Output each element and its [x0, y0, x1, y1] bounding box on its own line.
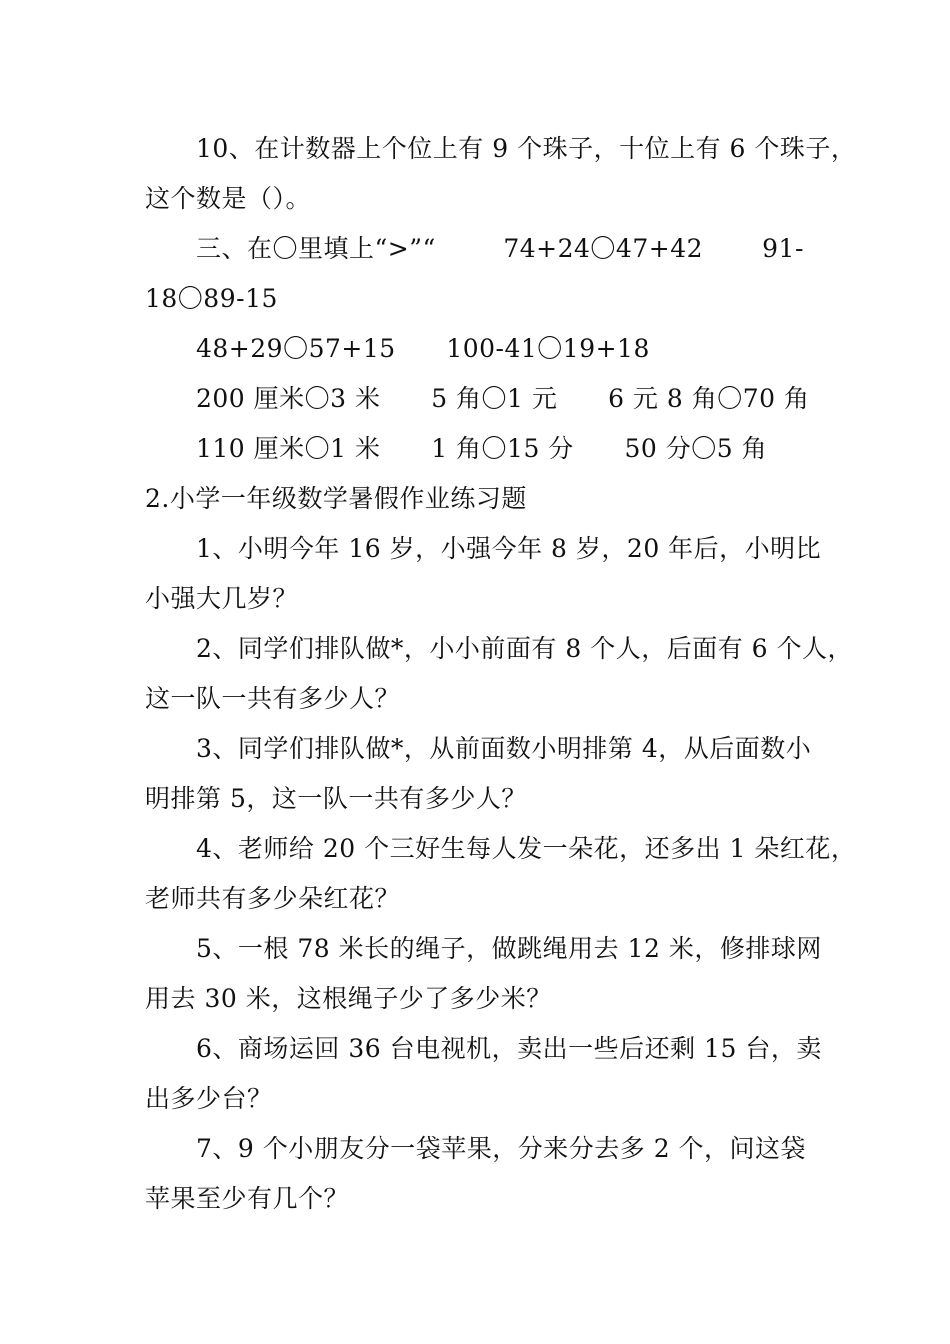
compare-row-2: 200 厘米〇3 米 5 角〇1 元 6 元 8 角〇70 角: [196, 384, 810, 413]
compare-row-1: 48+29〇57+15 100-41〇19+18: [196, 334, 650, 363]
problem-2-line-1: 2、同学们排队做*，小小前面有 8 个人，后面有 6 个人，: [196, 634, 854, 663]
problem-3-line-1: 3、同学们排队做*，从前面数小明排第 4，从后面数小: [196, 734, 812, 763]
problem-7-line-2: 苹果至少有几个？: [145, 1184, 350, 1213]
section-3-heading-line-2: 18〇89-15: [145, 284, 278, 313]
problem-1-line-2: 小强大几岁？: [145, 584, 299, 613]
section-3-heading-line-1: 三、在〇里填上“>”“ 74+24〇47+42 91-: [196, 234, 804, 263]
question-10-line-1: 10、在计数器上个位上有 9 个珠子，十位上有 6 个珠子，: [196, 134, 857, 163]
problem-5-line-1: 5、一根 78 米长的绳子，做跳绳用去 12 米，修排球网: [196, 934, 822, 963]
problem-2-line-2: 这一队一共有多少人？: [145, 684, 401, 713]
problem-4-line-2: 老师共有多少朵红花？: [145, 884, 401, 913]
question-10-line-2: 这个数是（）。: [145, 184, 312, 213]
problem-1-line-1: 1、小明今年 16 岁，小强今年 8 岁，20 年后，小明比: [196, 534, 822, 563]
problem-5-line-2: 用去 30 米，这根绳子少了多少米？: [145, 984, 552, 1013]
problem-6-line-2: 出多少台？: [145, 1084, 273, 1113]
problem-7-line-1: 7、9 个小朋友分一袋苹果，分来分去多 2 个，问这袋: [196, 1134, 807, 1163]
problem-6-line-1: 6、商场运回 36 台电视机，卖出一些后还剩 15 台，卖: [196, 1034, 822, 1063]
problem-4-line-1: 4、老师给 20 个三好生每人发一朵花，还多出 1 朵红花，: [196, 834, 857, 863]
compare-row-3: 110 厘米〇1 米 1 角〇15 分 50 分〇5 角: [196, 434, 768, 463]
section-2-title: 2.小学一年级数学暑假作业练习题: [145, 484, 527, 513]
problem-3-line-2: 明排第 5，这一队一共有多少人？: [145, 784, 527, 813]
